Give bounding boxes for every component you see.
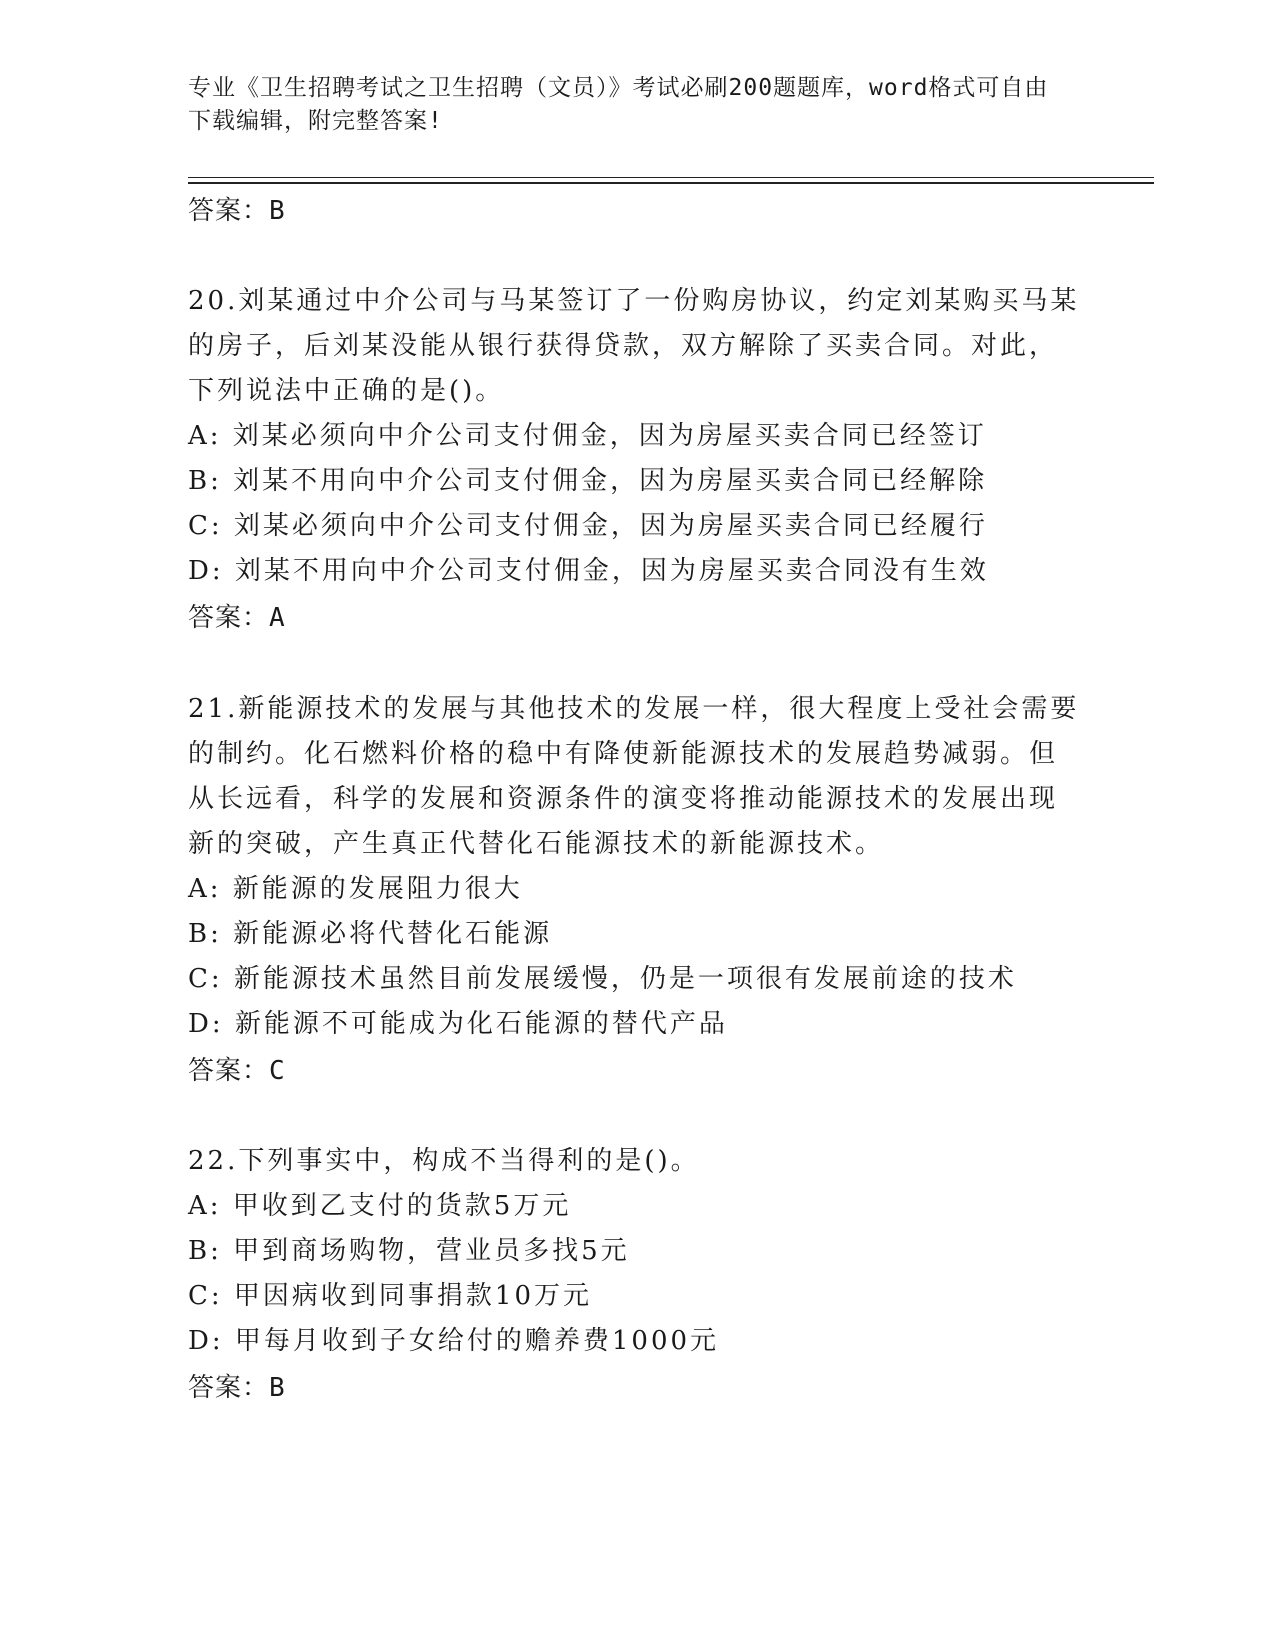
question-20-option-a: A: 刘某必须向中介公司支付佣金，因为房屋买卖合同已经签订 xyxy=(188,421,987,451)
question-22-option-c: C: 甲因病收到同事捐款10万元 xyxy=(188,1281,593,1311)
answer-19: 答案：B xyxy=(188,196,286,226)
answer-20: 答案：A xyxy=(188,603,286,633)
header-divider-thick xyxy=(188,182,1154,184)
answer-22: 答案：B xyxy=(188,1373,286,1403)
document-header: 专业《卫生招聘考试之卫生招聘（文员）》考试必刷200题题库，word格式可自由下载编辑，附完整答案! xyxy=(188,75,1049,134)
answer-21: 答案：C xyxy=(188,1056,286,1086)
question-21-line-3: 从长远看，科学的发展和资源条件的演变将推动能源技术的发展出现 xyxy=(188,784,1059,814)
question-20-line-3: 下列说法中正确的是()。 xyxy=(188,376,505,406)
question-21-option-b: B: 新能源必将代替化石能源 xyxy=(188,919,553,949)
question-22-option-a: A: 甲收到乙支付的货款5万元 xyxy=(188,1191,572,1221)
question-21-option-d: D: 新能源不可能成为化石能源的替代产品 xyxy=(188,1009,728,1039)
question-21-line-2: 的制约。化石燃料价格的稳中有降使新能源技术的发展趋势减弱。但 xyxy=(188,739,1059,769)
question-20-line-1: 20.刘某通过中介公司与马某签订了一份购房协议，约定刘某购买马某 xyxy=(188,286,1080,316)
question-20-option-b: B: 刘某不用向中介公司支付佣金，因为房屋买卖合同已经解除 xyxy=(188,466,988,496)
question-21-line-1: 21.新能源技术的发展与其他技术的发展一样，很大程度上受社会需要 xyxy=(188,694,1080,724)
question-21-line-4: 新的突破，产生真正代替化石能源技术的新能源技术。 xyxy=(188,829,885,859)
question-22-option-b: B: 甲到商场购物，营业员多找5元 xyxy=(188,1236,630,1266)
question-22-line-1: 22.下列事实中，构成不当得利的是()。 xyxy=(188,1146,700,1176)
header-divider-thin xyxy=(188,177,1154,178)
question-22-option-d: D: 甲每月收到子女给付的赡养费1000元 xyxy=(188,1326,720,1356)
question-20-option-c: C: 刘某必须向中介公司支付佣金，因为房屋买卖合同已经履行 xyxy=(188,511,988,541)
question-21-option-c: C: 新能源技术虽然目前发展缓慢，仍是一项很有发展前途的技术 xyxy=(188,964,1017,994)
question-21-option-a: A: 新能源的发展阻力很大 xyxy=(188,874,523,904)
question-20-line-2: 的房子，后刘某没能从银行获得贷款，双方解除了买卖合同。对此， xyxy=(188,331,1059,361)
question-20-option-d: D: 刘某不用向中介公司支付佣金，因为房屋买卖合同没有生效 xyxy=(188,556,989,586)
